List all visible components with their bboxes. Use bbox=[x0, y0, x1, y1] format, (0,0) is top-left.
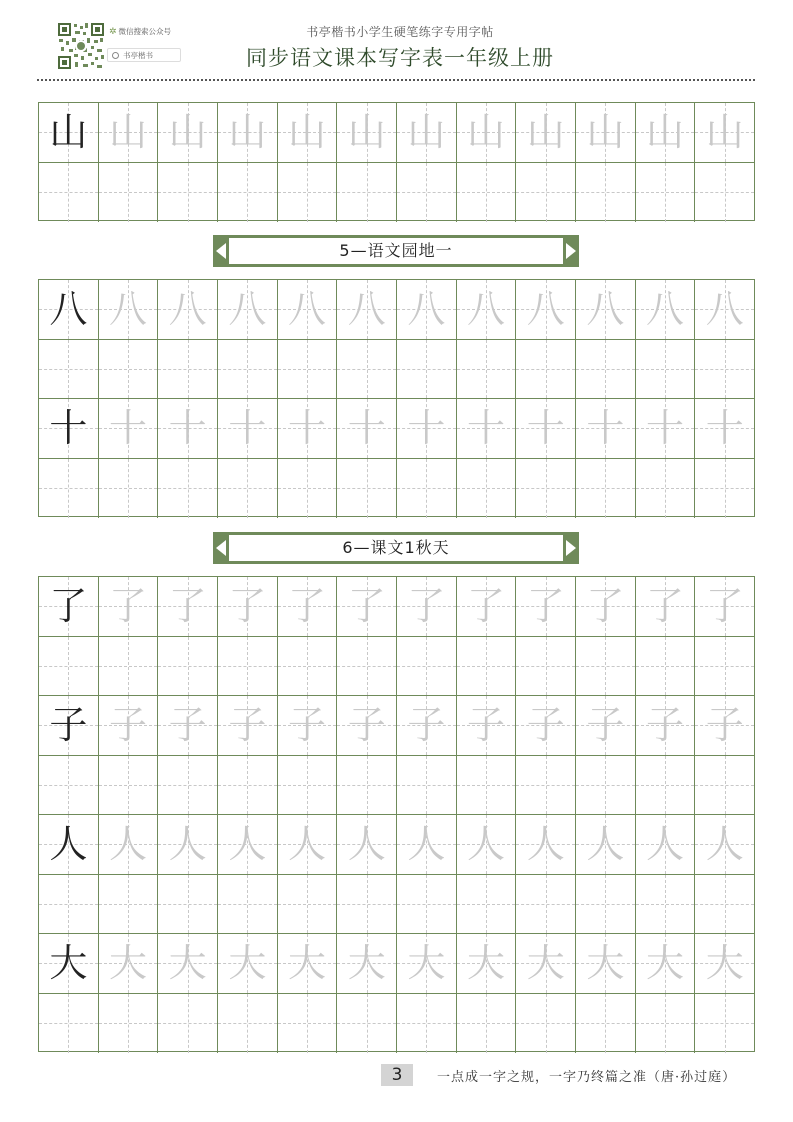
trace-char: 人 bbox=[586, 822, 625, 866]
trace-char-cell bbox=[397, 280, 457, 339]
blank-cell[interactable] bbox=[218, 459, 278, 519]
trace-char-cell bbox=[457, 815, 517, 874]
trace-char: 人 bbox=[646, 822, 685, 866]
trace-char: 八 bbox=[347, 287, 386, 331]
blank-cell[interactable] bbox=[39, 756, 99, 815]
trace-char-cell bbox=[99, 815, 159, 874]
trace-char-cell bbox=[158, 577, 218, 636]
trace-char-cell bbox=[397, 577, 457, 636]
trace-char-cell bbox=[636, 103, 696, 162]
blank-cell[interactable] bbox=[158, 459, 218, 519]
trace-char-cell bbox=[158, 934, 218, 993]
trace-char: 八 bbox=[467, 287, 506, 331]
model-char-cell bbox=[39, 280, 99, 339]
model-char: 十 bbox=[49, 406, 88, 450]
trace-char-cell bbox=[218, 280, 278, 339]
trace-char: 了 bbox=[288, 584, 327, 628]
trace-char: 人 bbox=[109, 822, 148, 866]
page-subtitle: 书亭楷书小学生硬笔练字专用字帖 bbox=[306, 25, 494, 39]
trace-char: 山 bbox=[526, 110, 565, 154]
blank-cell[interactable] bbox=[39, 875, 99, 934]
blank-cell[interactable] bbox=[695, 875, 754, 934]
trace-char-cell bbox=[337, 815, 397, 874]
blank-cell[interactable] bbox=[397, 340, 457, 399]
blank-cell[interactable] bbox=[516, 875, 576, 934]
trace-char: 八 bbox=[526, 287, 565, 331]
blank-cell[interactable] bbox=[218, 756, 278, 815]
char-row bbox=[39, 696, 754, 756]
wechat-badge bbox=[107, 24, 183, 66]
blank-cell[interactable] bbox=[636, 756, 696, 815]
trace-char-cell bbox=[457, 577, 517, 636]
trace-char-cell bbox=[636, 815, 696, 874]
blank-cell[interactable] bbox=[278, 637, 338, 696]
trace-char: 十 bbox=[228, 406, 267, 450]
arrow-right-icon bbox=[566, 540, 576, 556]
blank-cell[interactable] bbox=[695, 340, 754, 399]
blank-cell[interactable] bbox=[636, 163, 696, 223]
trace-char: 人 bbox=[288, 822, 327, 866]
blank-cell[interactable] bbox=[39, 994, 99, 1054]
trace-char: 八 bbox=[586, 287, 625, 331]
trace-char: 八 bbox=[288, 287, 327, 331]
trace-char-cell bbox=[99, 577, 159, 636]
blank-row bbox=[39, 875, 754, 935]
char-row bbox=[39, 815, 754, 875]
trace-char-cell bbox=[457, 696, 517, 755]
blank-cell[interactable] bbox=[39, 637, 99, 696]
trace-char-cell bbox=[158, 280, 218, 339]
blank-cell[interactable] bbox=[158, 637, 218, 696]
blank-cell[interactable] bbox=[397, 994, 457, 1054]
blank-cell[interactable] bbox=[397, 459, 457, 519]
trace-char: 子 bbox=[586, 703, 625, 747]
blank-cell[interactable] bbox=[576, 994, 636, 1054]
trace-char: 十 bbox=[705, 406, 744, 450]
blank-cell[interactable] bbox=[457, 163, 517, 223]
trace-char-cell bbox=[278, 696, 338, 755]
trace-char-cell bbox=[397, 934, 457, 993]
trace-char: 十 bbox=[526, 406, 565, 450]
trace-char-cell bbox=[278, 103, 338, 162]
char-row bbox=[39, 280, 754, 340]
arrow-right-icon bbox=[566, 243, 576, 259]
trace-char: 子 bbox=[407, 703, 446, 747]
section-banner-label: 6—课文1秋天 bbox=[229, 535, 563, 561]
trace-char-cell bbox=[278, 815, 338, 874]
trace-char-cell bbox=[695, 280, 754, 339]
trace-char-cell bbox=[636, 696, 696, 755]
trace-char: 十 bbox=[586, 406, 625, 450]
trace-char-cell bbox=[516, 696, 576, 755]
blank-cell[interactable] bbox=[99, 459, 159, 519]
blank-cell[interactable] bbox=[218, 875, 278, 934]
trace-char-cell bbox=[576, 815, 636, 874]
trace-char-cell bbox=[99, 280, 159, 339]
blank-cell[interactable] bbox=[695, 163, 754, 223]
trace-char: 八 bbox=[228, 287, 267, 331]
blank-cell[interactable] bbox=[99, 994, 159, 1054]
blank-cell[interactable] bbox=[636, 994, 696, 1054]
trace-char-cell bbox=[218, 696, 278, 755]
trace-char: 十 bbox=[467, 406, 506, 450]
trace-char-cell bbox=[516, 280, 576, 339]
trace-char-cell bbox=[695, 399, 754, 458]
trace-char: 子 bbox=[347, 703, 386, 747]
model-char-cell bbox=[39, 696, 99, 755]
trace-char-cell bbox=[576, 577, 636, 636]
trace-char: 子 bbox=[705, 703, 744, 747]
blank-cell[interactable] bbox=[278, 994, 338, 1054]
blank-cell[interactable] bbox=[576, 340, 636, 399]
trace-char: 大 bbox=[228, 941, 267, 985]
trace-char: 山 bbox=[467, 110, 506, 154]
blank-cell[interactable] bbox=[158, 994, 218, 1054]
model-char: 八 bbox=[49, 287, 88, 331]
trace-char: 子 bbox=[288, 703, 327, 747]
trace-char-cell bbox=[218, 399, 278, 458]
trace-char-cell bbox=[576, 934, 636, 993]
trace-char: 了 bbox=[228, 584, 267, 628]
blank-cell[interactable] bbox=[576, 756, 636, 815]
practice-grid bbox=[38, 102, 755, 221]
blank-cell[interactable] bbox=[99, 163, 159, 223]
blank-cell[interactable] bbox=[636, 875, 696, 934]
trace-char: 八 bbox=[109, 287, 148, 331]
trace-char: 大 bbox=[347, 941, 386, 985]
trace-char: 大 bbox=[168, 941, 207, 985]
model-char: 子 bbox=[49, 703, 88, 747]
trace-char-cell bbox=[397, 815, 457, 874]
trace-char-cell bbox=[337, 934, 397, 993]
model-char-cell bbox=[39, 577, 99, 636]
blank-cell[interactable] bbox=[337, 875, 397, 934]
blank-cell[interactable] bbox=[516, 994, 576, 1054]
trace-char: 大 bbox=[586, 941, 625, 985]
blank-cell[interactable] bbox=[337, 459, 397, 519]
char-row bbox=[39, 577, 754, 637]
blank-cell[interactable] bbox=[695, 756, 754, 815]
blank-cell[interactable] bbox=[278, 163, 338, 223]
trace-char-cell bbox=[397, 103, 457, 162]
trace-char-cell bbox=[99, 399, 159, 458]
badge-search-box bbox=[107, 48, 181, 62]
blank-cell[interactable] bbox=[636, 637, 696, 696]
trace-char-cell bbox=[278, 399, 338, 458]
section-banner-label: 5—语文园地一 bbox=[229, 238, 563, 264]
blank-cell[interactable] bbox=[158, 163, 218, 223]
blank-cell[interactable] bbox=[576, 163, 636, 223]
trace-char-cell bbox=[516, 399, 576, 458]
char-row bbox=[39, 103, 754, 163]
arrow-left-icon bbox=[216, 243, 226, 259]
trace-char: 了 bbox=[109, 584, 148, 628]
blank-row bbox=[39, 340, 754, 400]
model-char-cell bbox=[39, 103, 99, 162]
trace-char: 山 bbox=[347, 110, 386, 154]
trace-char: 了 bbox=[646, 584, 685, 628]
trace-char-cell bbox=[397, 696, 457, 755]
blank-cell[interactable] bbox=[99, 340, 159, 399]
trace-char-cell bbox=[218, 577, 278, 636]
trace-char: 十 bbox=[288, 406, 327, 450]
trace-char-cell bbox=[636, 934, 696, 993]
trace-char: 了 bbox=[586, 584, 625, 628]
trace-char-cell bbox=[636, 577, 696, 636]
trace-char: 山 bbox=[705, 110, 744, 154]
trace-char: 子 bbox=[228, 703, 267, 747]
trace-char: 了 bbox=[526, 584, 565, 628]
blank-cell[interactable] bbox=[397, 756, 457, 815]
page-title: 同步语文课本写字表一年级上册 bbox=[246, 46, 554, 70]
trace-char: 山 bbox=[646, 110, 685, 154]
trace-char-cell bbox=[158, 696, 218, 755]
blank-cell[interactable] bbox=[457, 756, 517, 815]
blank-cell[interactable] bbox=[576, 875, 636, 934]
blank-cell[interactable] bbox=[218, 340, 278, 399]
page-number: 3 bbox=[381, 1064, 413, 1086]
trace-char-cell bbox=[158, 103, 218, 162]
footer-quote: 一点成一字之规，一字乃终篇之准（唐·孙过庭） bbox=[437, 1070, 737, 1085]
arrow-left-icon bbox=[216, 540, 226, 556]
trace-char: 人 bbox=[526, 822, 565, 866]
header-divider bbox=[37, 79, 755, 81]
trace-char: 人 bbox=[467, 822, 506, 866]
blank-cell[interactable] bbox=[278, 459, 338, 519]
blank-cell[interactable] bbox=[337, 637, 397, 696]
trace-char-cell bbox=[695, 815, 754, 874]
blank-cell[interactable] bbox=[695, 459, 754, 519]
model-char-cell bbox=[39, 934, 99, 993]
trace-char: 人 bbox=[407, 822, 446, 866]
trace-char: 了 bbox=[407, 584, 446, 628]
blank-row bbox=[39, 756, 754, 816]
trace-char-cell bbox=[457, 399, 517, 458]
trace-char-cell bbox=[636, 280, 696, 339]
blank-cell[interactable] bbox=[695, 637, 754, 696]
trace-char-cell bbox=[576, 399, 636, 458]
trace-char: 八 bbox=[646, 287, 685, 331]
blank-cell[interactable] bbox=[99, 756, 159, 815]
trace-char: 子 bbox=[646, 703, 685, 747]
trace-char-cell bbox=[516, 577, 576, 636]
trace-char-cell bbox=[99, 696, 159, 755]
trace-char-cell bbox=[516, 103, 576, 162]
trace-char: 十 bbox=[407, 406, 446, 450]
trace-char: 了 bbox=[705, 584, 744, 628]
trace-char-cell bbox=[576, 696, 636, 755]
trace-char: 十 bbox=[347, 406, 386, 450]
blank-cell[interactable] bbox=[457, 994, 517, 1054]
badge-line: 微信搜索公众号 bbox=[118, 27, 172, 36]
trace-char: 人 bbox=[168, 822, 207, 866]
trace-char: 八 bbox=[705, 287, 744, 331]
blank-row bbox=[39, 994, 754, 1054]
blank-cell[interactable] bbox=[516, 637, 576, 696]
trace-char-cell bbox=[218, 934, 278, 993]
trace-char-cell bbox=[636, 399, 696, 458]
model-char: 大 bbox=[49, 941, 88, 985]
trace-char-cell bbox=[158, 399, 218, 458]
trace-char-cell bbox=[278, 280, 338, 339]
trace-char-cell bbox=[218, 103, 278, 162]
trace-char-cell bbox=[695, 696, 754, 755]
trace-char: 子 bbox=[526, 703, 565, 747]
trace-char-cell bbox=[278, 577, 338, 636]
model-char: 了 bbox=[49, 584, 88, 628]
blank-cell[interactable] bbox=[99, 875, 159, 934]
blank-cell[interactable] bbox=[218, 994, 278, 1054]
blank-cell[interactable] bbox=[516, 756, 576, 815]
blank-cell[interactable] bbox=[39, 459, 99, 519]
trace-char-cell bbox=[397, 399, 457, 458]
blank-row bbox=[39, 637, 754, 697]
trace-char: 大 bbox=[288, 941, 327, 985]
trace-char-cell bbox=[516, 815, 576, 874]
section-banner bbox=[213, 235, 579, 267]
trace-char: 十 bbox=[109, 406, 148, 450]
trace-char: 大 bbox=[407, 941, 446, 985]
blank-row bbox=[39, 163, 754, 223]
trace-char-cell bbox=[457, 103, 517, 162]
badge-search-text: 书亭楷书 bbox=[123, 51, 153, 60]
model-char: 人 bbox=[49, 822, 88, 866]
blank-cell[interactable] bbox=[397, 875, 457, 934]
trace-char: 大 bbox=[705, 941, 744, 985]
trace-char: 八 bbox=[168, 287, 207, 331]
trace-char-cell bbox=[337, 103, 397, 162]
trace-char: 山 bbox=[109, 110, 148, 154]
blank-cell[interactable] bbox=[695, 994, 754, 1054]
search-icon bbox=[112, 52, 119, 59]
blank-cell[interactable] bbox=[99, 637, 159, 696]
blank-cell[interactable] bbox=[218, 637, 278, 696]
trace-char-cell bbox=[457, 280, 517, 339]
trace-char: 十 bbox=[646, 406, 685, 450]
blank-cell[interactable] bbox=[516, 340, 576, 399]
blank-cell[interactable] bbox=[516, 459, 576, 519]
trace-char-cell bbox=[99, 934, 159, 993]
trace-char: 山 bbox=[586, 110, 625, 154]
trace-char-cell bbox=[158, 815, 218, 874]
char-row bbox=[39, 399, 754, 459]
trace-char: 大 bbox=[646, 941, 685, 985]
blank-cell[interactable] bbox=[576, 459, 636, 519]
trace-char-cell bbox=[278, 934, 338, 993]
trace-char: 山 bbox=[168, 110, 207, 154]
blank-cell[interactable] bbox=[457, 875, 517, 934]
blank-cell[interactable] bbox=[158, 340, 218, 399]
trace-char: 大 bbox=[109, 941, 148, 985]
blank-cell[interactable] bbox=[158, 756, 218, 815]
trace-char-cell bbox=[337, 399, 397, 458]
trace-char-cell bbox=[576, 280, 636, 339]
trace-char-cell bbox=[457, 934, 517, 993]
blank-cell[interactable] bbox=[457, 459, 517, 519]
trace-char-cell bbox=[695, 934, 754, 993]
trace-char: 人 bbox=[347, 822, 386, 866]
blank-cell[interactable] bbox=[457, 340, 517, 399]
trace-char: 十 bbox=[168, 406, 207, 450]
blank-cell[interactable] bbox=[278, 875, 338, 934]
blank-cell[interactable] bbox=[397, 637, 457, 696]
blank-cell[interactable] bbox=[516, 163, 576, 223]
char-row bbox=[39, 934, 754, 994]
section-banner bbox=[213, 532, 579, 564]
blank-cell[interactable] bbox=[278, 756, 338, 815]
blank-cell[interactable] bbox=[278, 340, 338, 399]
blank-cell[interactable] bbox=[337, 756, 397, 815]
trace-char-cell bbox=[695, 103, 754, 162]
trace-char: 了 bbox=[467, 584, 506, 628]
trace-char: 山 bbox=[288, 110, 327, 154]
blank-cell[interactable] bbox=[337, 163, 397, 223]
trace-char: 子 bbox=[109, 703, 148, 747]
wechat-icon: ✲ bbox=[109, 27, 117, 37]
trace-char-cell bbox=[337, 696, 397, 755]
trace-char-cell bbox=[695, 577, 754, 636]
trace-char-cell bbox=[99, 103, 159, 162]
trace-char: 人 bbox=[705, 822, 744, 866]
trace-char: 子 bbox=[467, 703, 506, 747]
trace-char-cell bbox=[516, 934, 576, 993]
blank-row bbox=[39, 459, 754, 519]
trace-char: 八 bbox=[407, 287, 446, 331]
model-char-cell bbox=[39, 815, 99, 874]
practice-grid bbox=[38, 279, 755, 517]
trace-char-cell bbox=[337, 280, 397, 339]
trace-char: 大 bbox=[526, 941, 565, 985]
trace-char: 了 bbox=[168, 584, 207, 628]
model-char: 山 bbox=[49, 110, 88, 154]
blank-cell[interactable] bbox=[39, 340, 99, 399]
trace-char: 了 bbox=[347, 584, 386, 628]
blank-cell[interactable] bbox=[218, 163, 278, 223]
trace-char: 大 bbox=[467, 941, 506, 985]
trace-char-cell bbox=[576, 103, 636, 162]
trace-char: 山 bbox=[407, 110, 446, 154]
qr-code-icon bbox=[57, 22, 105, 70]
blank-cell[interactable] bbox=[457, 637, 517, 696]
blank-cell[interactable] bbox=[158, 875, 218, 934]
blank-cell[interactable] bbox=[337, 994, 397, 1054]
practice-grid bbox=[38, 576, 755, 1052]
blank-cell[interactable] bbox=[39, 163, 99, 223]
blank-cell[interactable] bbox=[397, 163, 457, 223]
trace-char-cell bbox=[218, 815, 278, 874]
trace-char: 人 bbox=[228, 822, 267, 866]
trace-char-cell bbox=[337, 577, 397, 636]
trace-char: 子 bbox=[168, 703, 207, 747]
blank-cell[interactable] bbox=[576, 637, 636, 696]
blank-cell[interactable] bbox=[636, 340, 696, 399]
model-char-cell bbox=[39, 399, 99, 458]
trace-char: 山 bbox=[228, 110, 267, 154]
blank-cell[interactable] bbox=[636, 459, 696, 519]
blank-cell[interactable] bbox=[337, 340, 397, 399]
